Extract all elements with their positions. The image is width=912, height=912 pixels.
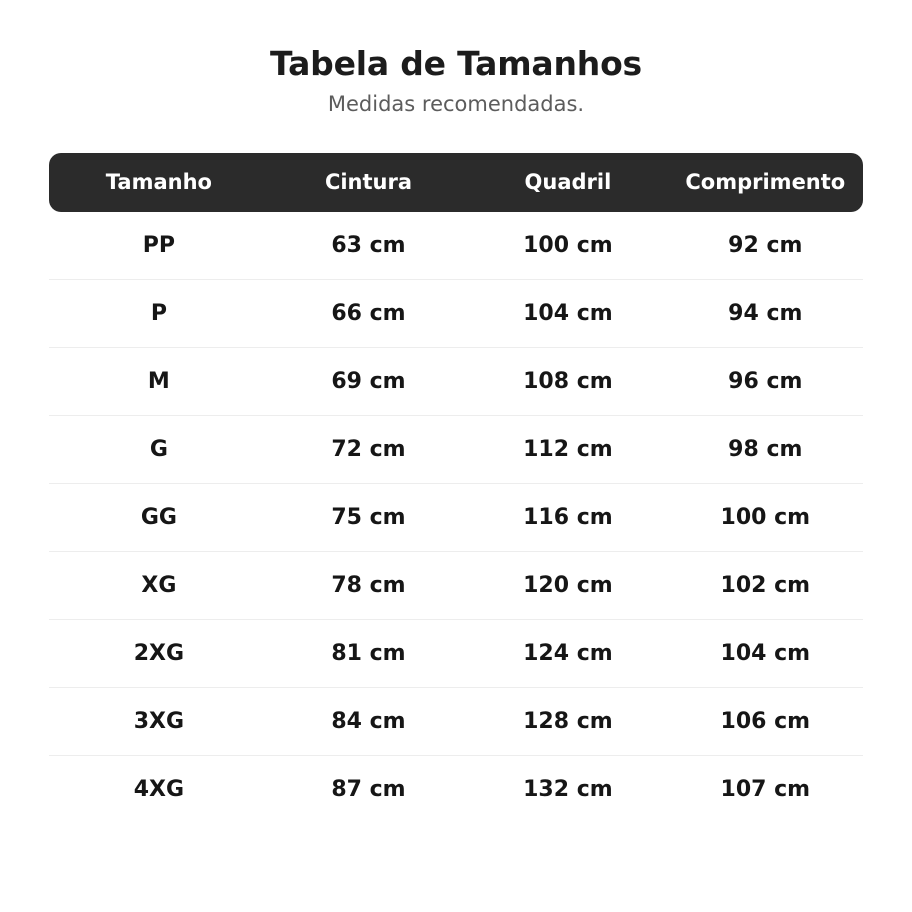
page-title: Tabela de Tamanhos [270,44,642,83]
cell-quadril: 116 cm [468,483,667,551]
cell-size: 4XG [133,776,185,802]
cell-quadril: 128 cm [468,687,667,755]
cell-size: 3XG [49,687,269,755]
cell-cintura: 63 cm [269,212,468,280]
cell-cintura: 72 cm [269,415,468,483]
table-row [49,483,863,551]
size-table-container [49,153,863,823]
column-header-cintura: Cintura [324,169,413,194]
table-row [49,619,863,687]
cell-cintura: 84 cm [269,687,468,755]
cell-comprimento: 92 cm [668,212,863,280]
cell-size: P [49,279,269,347]
cell-comprimento: 107 cm [720,776,811,802]
size-table [49,153,863,823]
cell-comprimento: 100 cm [668,483,863,551]
cell-cintura: 87 cm [331,776,406,802]
cell-comprimento: 102 cm [668,551,863,619]
page-header [0,0,912,117]
cell-comprimento: 98 cm [668,415,863,483]
cell-quadril: 108 cm [468,347,667,415]
cell-cintura: 69 cm [269,347,468,415]
cell-cintura: 78 cm [269,551,468,619]
table-row [49,347,863,415]
column-header-tamanho: Tamanho [105,169,212,194]
table-header [49,153,863,212]
cell-quadril: 132 cm [523,776,613,802]
cell-quadril: 104 cm [468,279,667,347]
cell-quadril: 124 cm [468,619,667,687]
table-row [49,755,863,823]
cell-cintura: 66 cm [269,279,468,347]
column-header-comprimento: Comprimento [685,169,846,194]
page-subtitle: Medidas recomendadas. [327,91,585,116]
cell-comprimento: 106 cm [668,687,863,755]
cell-size: PP [49,212,269,280]
table-row [49,415,863,483]
cell-size: G [49,415,269,483]
table-row [49,279,863,347]
column-header-quadril: Quadril [524,169,612,194]
table-row [49,687,863,755]
table-body [49,212,863,823]
cell-cintura: 75 cm [269,483,468,551]
cell-comprimento: 96 cm [668,347,863,415]
table-header-row [49,153,863,212]
table-row [49,551,863,619]
table-row [49,212,863,280]
cell-quadril: 112 cm [468,415,667,483]
cell-comprimento: 94 cm [668,279,863,347]
cell-size: GG [49,483,269,551]
cell-quadril: 120 cm [468,551,667,619]
cell-cintura: 81 cm [269,619,468,687]
cell-quadril: 100 cm [468,212,667,280]
cell-size: 2XG [49,619,269,687]
cell-size: M [49,347,269,415]
cell-size: XG [49,551,269,619]
cell-comprimento: 104 cm [668,619,863,687]
